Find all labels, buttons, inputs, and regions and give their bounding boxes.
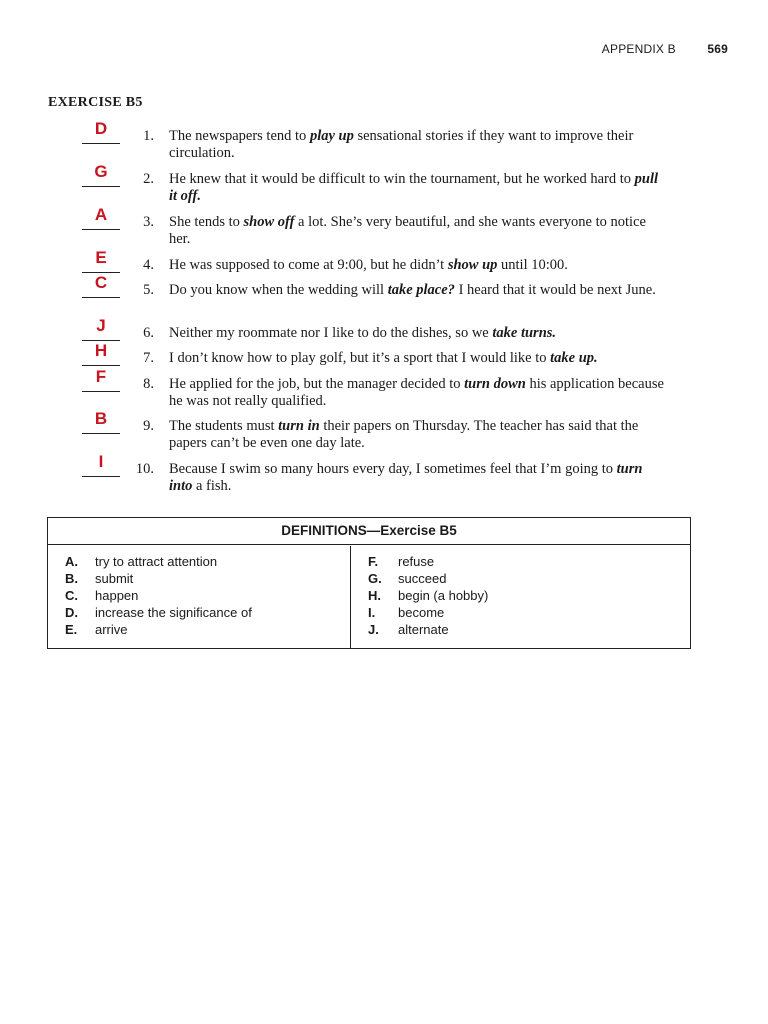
definition-letter: C.: [65, 588, 78, 603]
definition-text: increase the significance of: [95, 605, 252, 620]
page-number: 569: [707, 42, 728, 56]
phrasal-verb: play up: [309, 128, 354, 144]
item-number: 2.: [143, 171, 154, 187]
phrasal-verb: turn down: [464, 376, 526, 392]
phrasal-verb: take turns.: [492, 325, 557, 341]
definition-row: [368, 604, 488, 621]
definition-letter: E.: [65, 622, 78, 637]
phrasal-verb: show off: [243, 214, 295, 230]
definition-text: happen: [95, 588, 139, 603]
answer-letter: J: [96, 316, 106, 335]
item-number: 8.: [143, 376, 154, 392]
item-number: 3.: [143, 214, 154, 230]
item-number: 4.: [143, 257, 154, 273]
definition-row: [368, 587, 488, 604]
phrasal-verb: pull it off.: [169, 171, 659, 204]
definitions-box: [47, 517, 691, 649]
definition-row: [65, 587, 252, 604]
item-sentence: I don’t know how to play golf, but it’s a sport that I would like to take up.: [169, 350, 598, 366]
answer-blank[interactable]: [82, 119, 120, 144]
answer-letter: E: [95, 248, 107, 267]
definition-text: try to attract attention: [95, 554, 218, 569]
answer-blank[interactable]: [82, 248, 120, 273]
item-number: 5.: [143, 282, 154, 298]
answer-letter: G: [94, 162, 108, 181]
definitions-left-column: [65, 553, 252, 638]
definition-row: [65, 570, 252, 587]
definition-row: [368, 621, 488, 638]
definitions-title: DEFINITIONS—Exercise B5: [48, 518, 690, 545]
definition-letter: A.: [65, 554, 78, 569]
answer-letter: D: [94, 119, 108, 138]
item-sentence: Do you know when the wedding will take place? I heard that it would be next June.: [169, 282, 656, 298]
item-number: 10.: [135, 461, 154, 477]
answer-letter: B: [94, 409, 108, 428]
definition-letter: F.: [368, 554, 379, 569]
definition-letter: G.: [368, 571, 382, 586]
answer-letter: F: [95, 367, 107, 386]
definitions-body: [48, 546, 690, 648]
item-number: 9.: [143, 418, 154, 434]
definition-letter: B.: [65, 571, 78, 586]
item-sentence: She tends to show off a lot. She’s very beautiful, and she wants everyone to notice her.: [169, 214, 646, 247]
item-sentence: The students must turn in their papers on Thursday. The teacher has said that the papers can’t be even one day late.: [169, 418, 639, 451]
exercise-title: EXERCISE B5: [48, 95, 143, 110]
answer-blank[interactable]: [82, 162, 120, 187]
answer-blank[interactable]: [82, 409, 120, 434]
item-sentence: He knew that it would be difficult to win the tournament, but he worked hard to pull it off.: [169, 171, 659, 204]
item-number: 7.: [143, 350, 154, 366]
answer-blank[interactable]: [82, 205, 120, 230]
definition-text: refuse: [398, 554, 435, 569]
definition-text: become: [398, 605, 445, 620]
definition-letter: I.: [368, 605, 376, 620]
answer-blank[interactable]: [82, 273, 120, 298]
item-sentence: Because I swim so many hours every day, I sometimes feel that I’m going to turn into a fish.: [169, 461, 643, 494]
definitions-right-column: [368, 553, 488, 638]
definition-row: [368, 570, 488, 587]
column-divider: [350, 546, 351, 648]
answer-letter: H: [94, 341, 108, 360]
item-sentence: He applied for the job, but the manager decided to turn down his application because he was not really qualified.: [169, 376, 664, 409]
answer-blank[interactable]: [82, 367, 120, 392]
answer-letter: I: [98, 452, 104, 471]
definition-letter: J.: [368, 622, 379, 637]
definition-letter: H.: [368, 588, 381, 603]
definition-row: [65, 621, 252, 638]
definition-text: submit: [95, 571, 134, 586]
phrasal-verb: show up: [447, 257, 498, 273]
definition-text: alternate: [398, 622, 449, 637]
phrasal-verb: turn into: [169, 461, 643, 494]
phrasal-verb: turn in: [278, 418, 320, 434]
answer-blank[interactable]: [82, 452, 120, 477]
definition-text: succeed: [398, 571, 447, 586]
definition-row: [368, 553, 488, 570]
item-sentence: Neither my roommate nor I like to do the dishes, so we take turns.: [169, 325, 557, 341]
definition-row: [65, 553, 252, 570]
definition-letter: D.: [65, 605, 78, 620]
appendix-label: APPENDIX B: [601, 42, 676, 56]
item-sentence: The newspapers tend to play up sensational stories if they want to improve their circulation.: [169, 128, 634, 161]
phrasal-verb: take place?: [387, 282, 455, 298]
answer-letter: C: [94, 273, 108, 292]
answer-blank[interactable]: [82, 316, 120, 341]
answer-letter: A: [94, 205, 108, 224]
definition-row: [65, 604, 252, 621]
answer-blank[interactable]: [82, 341, 120, 366]
definition-text: begin (a hobby): [398, 588, 489, 603]
definition-text: arrive: [95, 622, 128, 637]
page-header: [602, 42, 728, 56]
phrasal-verb: take up.: [550, 350, 598, 366]
item-number: 6.: [143, 325, 154, 341]
item-number: 1.: [143, 128, 154, 144]
item-sentence: He was supposed to come at 9:00, but he didn’t show up until 10:00.: [169, 257, 568, 273]
